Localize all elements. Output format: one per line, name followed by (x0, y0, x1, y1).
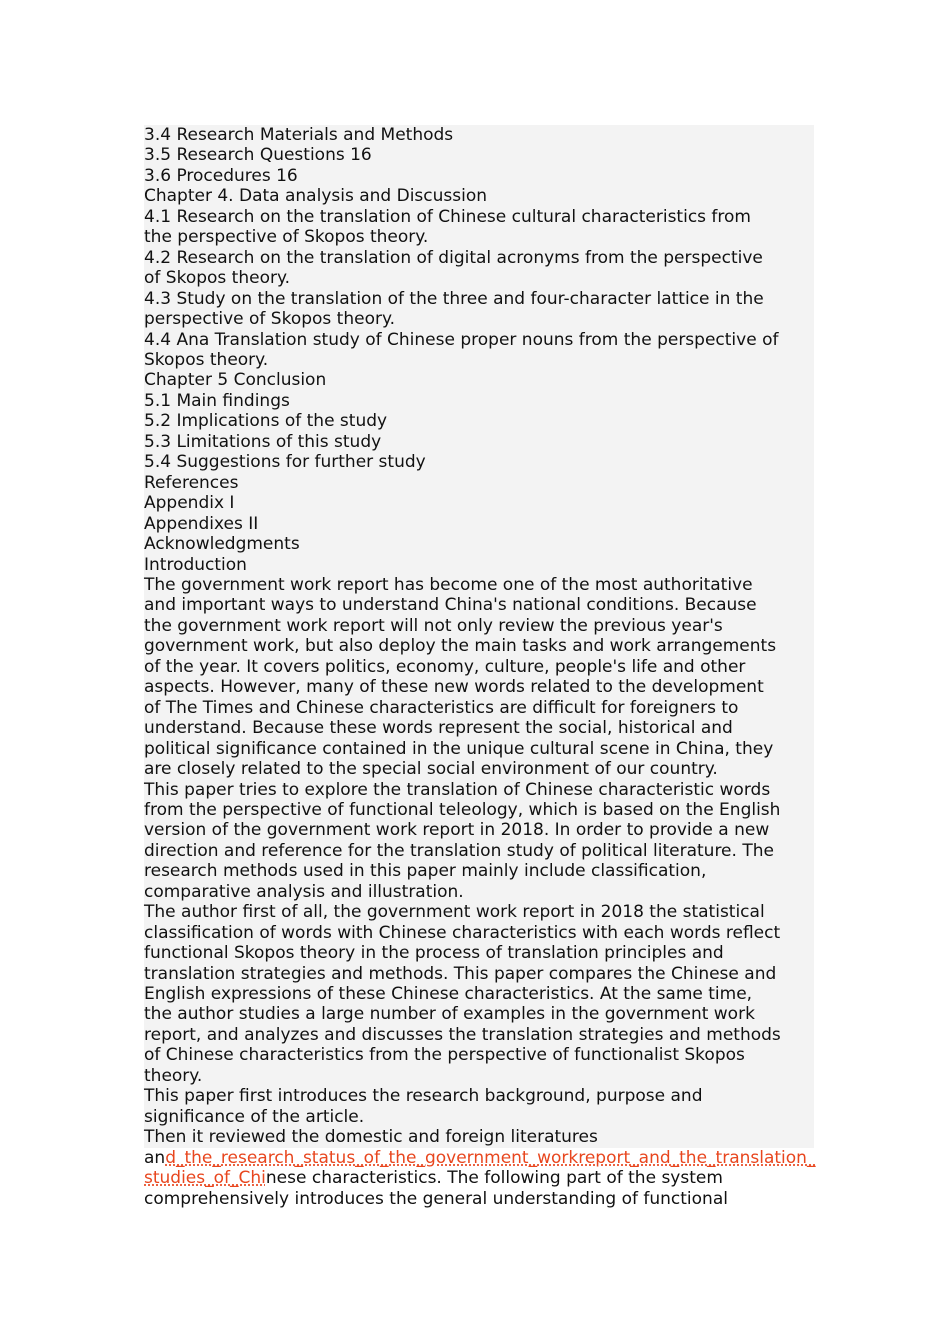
text-line: comparative analysis and illustration. (144, 882, 814, 902)
text-line: Then it reviewed the domestic and foreign literatures (144, 1127, 814, 1147)
document-page (144, 125, 814, 1209)
text-line: direction and reference for the translation study of political literature. The (144, 841, 814, 861)
paragraph-intro-4 (144, 1086, 814, 1127)
text-line: of The Times and Chinese characteristics are difficult for foreigners to (144, 698, 814, 718)
text-line: classification of words with Chinese characteristics with each words reflect (144, 923, 814, 943)
text-line: understand. Because these words represent the social, historical and (144, 718, 814, 738)
text-line: comprehensively introduces the general understanding of functional (144, 1188, 728, 1209)
text-line: theory. (144, 1066, 814, 1086)
toc-line: 3.4 Research Materials and Methods (144, 125, 814, 145)
text-line: significance of the article. (144, 1107, 814, 1127)
text-line: political significance contained in the unique cultural scene in China, they (144, 739, 814, 759)
paragraph-intro-1 (144, 575, 814, 780)
text-line: This paper first introduces the research background, purpose and (144, 1086, 814, 1106)
text-line: The government work report has become one of the most authoritative (144, 575, 814, 595)
toc-line: 3.6 Procedures 16 (144, 166, 814, 186)
toc-line: the perspective of Skopos theory. (144, 227, 814, 247)
highlighted-text: studies_of_Chi (144, 1168, 266, 1189)
text-line: the author studies a large number of examples in the government work (144, 1004, 814, 1024)
text-line: translation strategies and methods. This paper compares the Chinese and (144, 964, 814, 984)
toc-line: 4.3 Study on the translation of the three and four-character lattice in the (144, 289, 814, 309)
toc-line: Skopos theory. (144, 350, 814, 370)
toc-line: 5.1 Main findings (144, 391, 814, 411)
paragraph-intro-5 (144, 1127, 814, 1209)
toc-line: Appendix I (144, 493, 814, 513)
text-line: of the year. It covers politics, economy, culture, people's life and other (144, 657, 814, 677)
highlighted-text: d_the_research_status_of_the_government_workreport_and_the_translation_ (165, 1147, 816, 1168)
text-fragment: nese characteristics. The following part of the system (265, 1168, 723, 1189)
text-line: version of the government work report in 2018. In order to provide a new (144, 820, 814, 840)
toc-line: 4.4 Ana Translation study of Chinese proper nouns from the perspective of (144, 330, 814, 350)
paragraph-intro-3 (144, 902, 814, 1086)
text-line: of Chinese characteristics from the perspective of functionalist Skopos (144, 1045, 814, 1065)
table-of-contents (144, 125, 814, 575)
text-line: and important ways to understand China's national conditions. Because (144, 595, 814, 615)
toc-line: 3.5 Research Questions 16 (144, 145, 814, 165)
toc-line: Acknowledgments (144, 534, 814, 554)
toc-line: Chapter 4. Data analysis and Discussion (144, 186, 814, 206)
toc-line: of Skopos theory. (144, 268, 814, 288)
toc-line: Chapter 5 Conclusion (144, 370, 814, 390)
text-line-with-highlight (144, 1148, 814, 1168)
text-line-with-highlight (144, 1168, 814, 1188)
toc-line: 4.1 Research on the translation of Chinese cultural characteristics from (144, 207, 814, 227)
toc-line: perspective of Skopos theory. (144, 309, 814, 329)
paragraph-intro-2 (144, 780, 814, 903)
toc-line: Introduction (144, 555, 814, 575)
toc-line: Appendixes II (144, 514, 814, 534)
toc-line: 5.4 Suggestions for further study (144, 452, 814, 472)
text-line: functional Skopos theory in the process of translation principles and (144, 943, 814, 963)
toc-line: References (144, 473, 814, 493)
text-line: aspects. However, many of these new words related to the development (144, 677, 814, 697)
text-line: English expressions of these Chinese characteristics. At the same time, (144, 984, 814, 1004)
text-fragment: an (144, 1147, 166, 1168)
text-line: are closely related to the special social environment of our country. (144, 759, 814, 779)
text-line: This paper tries to explore the translation of Chinese characteristic words (144, 780, 814, 800)
text-line: from the perspective of functional teleology, which is based on the English (144, 800, 814, 820)
toc-line: 5.3 Limitations of this study (144, 432, 814, 452)
toc-line: 4.2 Research on the translation of digital acronyms from the perspective (144, 248, 814, 268)
text-line: The author first of all, the government work report in 2018 the statistical (144, 902, 814, 922)
text-line: the government work report will not only review the previous year's (144, 616, 814, 636)
text-line: report, and analyzes and discusses the translation strategies and methods (144, 1025, 814, 1045)
text-line: government work, but also deploy the main tasks and work arrangements (144, 636, 814, 656)
text-line: research methods used in this paper mainly include classification, (144, 861, 814, 881)
toc-line: 5.2 Implications of the study (144, 411, 814, 431)
